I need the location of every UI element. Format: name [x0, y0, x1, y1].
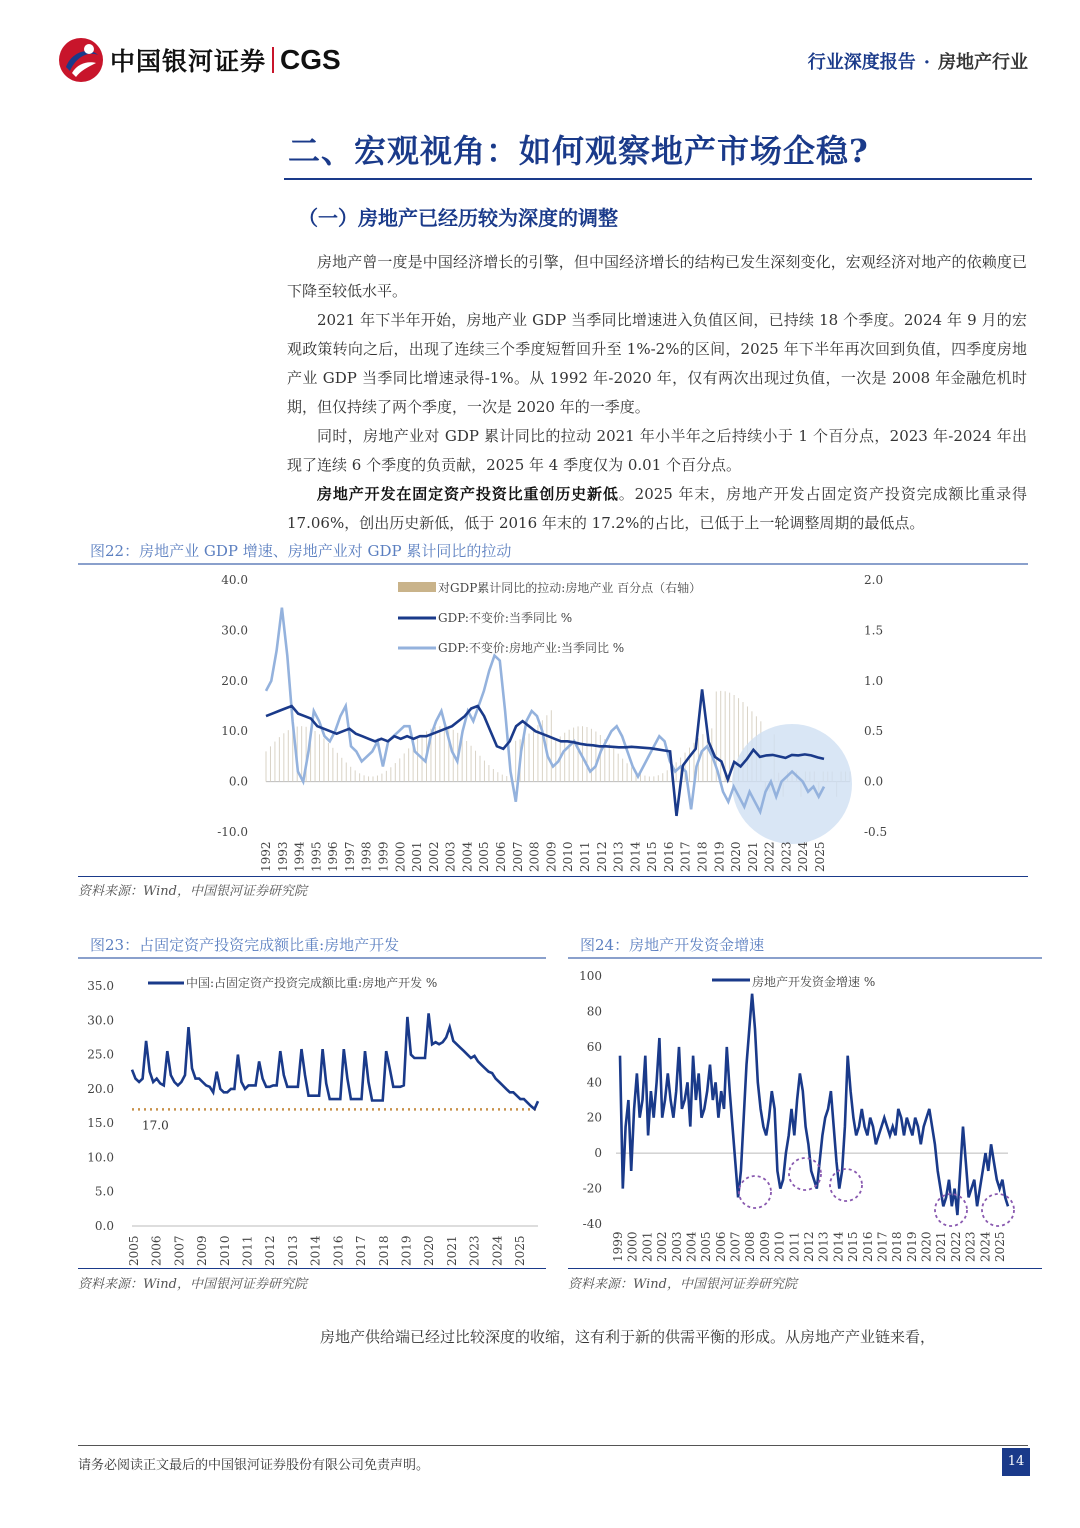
- fig22-x-tick: 2020: [729, 841, 744, 872]
- section-subtitle: （一）房地产已经历较为深度的调整: [298, 206, 618, 230]
- page-number: 14: [1002, 1448, 1030, 1476]
- fig22-y2-tick: 0.0: [864, 774, 884, 789]
- fig23-x-tick: 2020: [422, 1235, 437, 1266]
- fig22-y2-tick: 2.0: [864, 573, 884, 587]
- fig24-x-tick: 2010: [772, 1231, 787, 1262]
- fig24-y-tick: -40: [582, 1217, 602, 1231]
- fig24-y-tick: -20: [582, 1181, 602, 1196]
- fig24-x-tick: 2022: [948, 1231, 963, 1262]
- fig24-x-tick: 2002: [655, 1231, 670, 1262]
- fig22-top-rule: [78, 563, 1028, 565]
- fig22-x-tick: 1994: [292, 841, 307, 872]
- fig23-source: 资料来源：Wind，中国银河证券研究院: [78, 1277, 307, 1292]
- fig24-x-tick: 2013: [816, 1231, 831, 1262]
- fig22-y2-tick: 0.5: [864, 724, 884, 739]
- fig23-x-tick: 2018: [376, 1235, 391, 1266]
- fig24-x-tick: 2003: [669, 1231, 684, 1262]
- fig22-x-tick: 2000: [393, 841, 408, 872]
- fig24-x-tick: 2007: [728, 1231, 743, 1262]
- fig23-x-tick: 2010: [217, 1235, 232, 1266]
- fig23-x-tick: 2011: [240, 1235, 255, 1266]
- fig23-x-tick: 2024: [490, 1235, 505, 1266]
- fig24-x-tick: 2025: [993, 1231, 1007, 1262]
- fig22-x-tick: 2004: [460, 841, 475, 872]
- fig22-x-tick: 1999: [376, 841, 391, 872]
- fig24-x-tick: 2023: [963, 1231, 978, 1262]
- fig22-x-tick: 2019: [712, 841, 727, 872]
- fig23-y-tick: 20.0: [87, 1081, 114, 1096]
- fig22-x-tick: 2008: [527, 841, 542, 872]
- fig23-legend-label: 中国:占固定资产投资完成额比重:房地产开发 %: [186, 976, 438, 990]
- fig22-x-tick: 1992: [259, 841, 273, 872]
- page-header: [0, 0, 1080, 100]
- fig24-trough-circle: [789, 1158, 821, 1190]
- fig24-y-tick: 40: [586, 1075, 602, 1090]
- fig24-trough-circle: [982, 1194, 1014, 1226]
- trailing-paragraph: 房地产供给端已经过比较深度的收缩，这有利于新的供需平衡的形成。从房地产产业链来看，: [320, 1328, 936, 1346]
- fig24-x-tick: 2000: [625, 1231, 640, 1262]
- fig22-x-tick: 2018: [695, 841, 710, 872]
- paragraph: 同时，房地产业对 GDP 累计同比的拉动 2021 年小半年之后持续小于 1 个百分点，2023 年-2024 年出现了连续 6 个季度的负贡献，2025 年 4 季度仅为 0.01 个百分点。: [287, 427, 1027, 474]
- fig24-trough-circle: [739, 1176, 771, 1208]
- fig24-x-tick: 2005: [699, 1231, 714, 1262]
- fig23-reference-label: 17.0: [142, 1118, 169, 1133]
- section-title-rule: [284, 178, 1032, 180]
- fig23-x-tick: 2005: [127, 1235, 141, 1266]
- fig22-x-tick: 2024: [796, 841, 811, 872]
- fig22-x-tick: 2014: [628, 841, 643, 872]
- fig23-x-tick: 2017: [354, 1235, 369, 1266]
- fig22-x-tick: 1996: [326, 841, 341, 872]
- fig24-x-tick: 2017: [875, 1231, 890, 1262]
- fig22-x-tick: 2002: [426, 841, 441, 872]
- fig24-y-tick: 100: [579, 969, 602, 983]
- fig22-highlight-circle: [732, 724, 852, 844]
- footer-rule: [78, 1445, 1028, 1446]
- fig23-y-tick: 35.0: [87, 979, 114, 993]
- fig22-x-tick: 1993: [275, 841, 290, 872]
- fig22-y-tick: 0.0: [228, 774, 248, 789]
- fig22-x-tick: 1995: [309, 841, 324, 872]
- fig23-x-tick: 2014: [308, 1235, 323, 1266]
- paragraph-highlight: 房地产开发在固定资产投资比重创历史新低: [317, 485, 619, 503]
- fig24-title: 图24：房地产开发资金增速: [580, 936, 765, 954]
- fig23-bottom-rule: [78, 1268, 546, 1269]
- logo-chinese-text: 中国银河证券: [110, 47, 267, 76]
- fig23-x-tick: 2019: [399, 1235, 414, 1266]
- fig22-x-tick: 2021: [745, 841, 760, 872]
- logo-english-text: CGS: [280, 44, 341, 75]
- fig24-x-tick: 2024: [978, 1231, 993, 1262]
- fig22-x-tick: 2006: [494, 841, 509, 872]
- fig24-x-tick: 2019: [904, 1231, 919, 1262]
- fig24-x-tick: 2016: [860, 1231, 875, 1262]
- fig22-x-tick: 2012: [594, 841, 609, 872]
- footer-disclaimer: 请务必阅读正文最后的中国银河证券股份有限公司免责声明。: [78, 1458, 430, 1473]
- fig24-x-tick: 2021: [934, 1231, 949, 1262]
- logo-separator: [272, 47, 274, 73]
- paragraph: 房地产曾一度是中国经济增长的引擎，但中国经济增长的结构已发生深刻变化，宏观经济对地产的依赖度已下降至较低水平。: [287, 253, 1027, 300]
- fig24-x-tick: 2001: [640, 1231, 655, 1262]
- fig22-y2-tick: 1.5: [864, 623, 884, 638]
- fig23-x-tick: 2021: [444, 1235, 459, 1266]
- fig22-x-tick: 2025: [813, 841, 827, 872]
- fig24-trough-circle: [830, 1169, 862, 1201]
- fig24-x-tick: 2012: [802, 1231, 816, 1262]
- fig24-x-tick: 2018: [890, 1231, 905, 1262]
- fig23-y-tick: 0.0: [94, 1219, 114, 1233]
- paragraph-rest: 。2025 年末，房地产开发占固定资产投资完成额比重录得 17.06%，创出历史新低，低于 2016 年末的 17.2%的占比，已低于上一轮调整周期的最低点。: [287, 485, 1027, 532]
- fig22-x-tick: 2010: [561, 841, 576, 872]
- fig22-x-tick: 1997: [342, 841, 357, 872]
- fig24-y-tick: 60: [586, 1039, 602, 1054]
- fig22-legend-label: GDP:不变价:房地产业:当季同比 %: [438, 641, 625, 655]
- paragraph: [287, 480, 1027, 538]
- fig24-bottom-rule: [568, 1268, 1042, 1269]
- fig22-legend-swatch-bar: [398, 582, 436, 592]
- fig23-x-tick: 2009: [195, 1235, 210, 1266]
- fig24-x-tick: 2015: [846, 1231, 861, 1262]
- brand-logo: [58, 36, 341, 84]
- fig23-x-tick: 2023: [467, 1235, 482, 1266]
- fig22-x-tick: 2017: [678, 841, 693, 872]
- fig22-y-tick: 30.0: [221, 623, 248, 638]
- fig23-x-tick: 2012: [263, 1235, 278, 1266]
- fig22-source: 资料来源：Wind，中国银河证券研究院: [78, 884, 307, 899]
- report-category: [808, 48, 1028, 74]
- fig22-x-tick: 2001: [410, 841, 425, 872]
- fig22-bottom-rule: [78, 876, 1028, 877]
- fig24-source: 资料来源：Wind，中国银河证券研究院: [568, 1277, 797, 1292]
- body-text: [287, 248, 1027, 538]
- fig24-x-tick: 2006: [713, 1231, 728, 1262]
- fig24-x-tick: 2004: [684, 1231, 699, 1262]
- fig23-x-tick: 2007: [172, 1235, 187, 1266]
- header-separator: ·: [923, 52, 930, 73]
- fig22-chart: [78, 566, 1028, 876]
- fig23-chart: [78, 960, 546, 1268]
- fig23-top-rule: [78, 957, 546, 959]
- fig22-y-tick: -10.0: [217, 825, 248, 839]
- fig23-y-tick: 10.0: [87, 1150, 114, 1165]
- fig22-x-tick: 2009: [544, 841, 559, 872]
- fig22-x-tick: 2003: [443, 841, 458, 872]
- paragraph: 2021 年下半年开始，房地产业 GDP 当季同比增速进入负值区间，已持续 18 个季度。2024 年 9 月的宏观政策转向之后，出现了连续三个季度短暂回升至 1%-2%的区间，2025 年下半年再次回到负值，四季度房地产业 GDP 当季同比增速录得-1%。从 1992 年-2020 年，仅有两次出现过负值，一次是 2008 年金融危机时期，但仅持续了两个季度，一次是 2020 年的一季度。: [287, 311, 1027, 416]
- fig23-x-tick: 2016: [331, 1235, 346, 1266]
- fig22-x-tick: 2023: [779, 841, 794, 872]
- fig23-x-tick: 2006: [149, 1235, 164, 1266]
- fig24-x-tick: 2011: [787, 1231, 802, 1262]
- fig23-y-tick: 5.0: [94, 1184, 114, 1199]
- section-title: 二、宏观视角：如何观察地产市场企稳?: [288, 132, 869, 170]
- fig23-x-tick: 2013: [285, 1235, 300, 1266]
- fig24-x-tick: 2008: [743, 1231, 758, 1262]
- fig22-title: 图22：房地产业 GDP 增速、房地产业对 GDP 累计同比的拉动: [90, 542, 512, 560]
- logo-mark-icon: [58, 37, 104, 83]
- fig23-line: [132, 1013, 538, 1109]
- fig24-top-rule: [568, 957, 1042, 959]
- fig24-y-tick: 0: [594, 1146, 602, 1161]
- fig22-x-tick: 2005: [477, 841, 492, 872]
- fig24-chart: [568, 960, 1042, 1268]
- fig22-y2-tick: 1.0: [864, 673, 884, 688]
- fig24-y-tick: 20: [586, 1110, 602, 1125]
- fig24-x-tick: 2020: [919, 1231, 934, 1262]
- fig23-y-tick: 30.0: [87, 1013, 114, 1028]
- fig24-x-tick: 1999: [611, 1231, 625, 1262]
- fig22-x-tick: 2011: [577, 841, 592, 872]
- fig23-y-tick: 15.0: [87, 1116, 114, 1131]
- fig24-legend-label: 房地产开发资金增速 %: [752, 975, 876, 989]
- fig22-x-tick: 2016: [661, 841, 676, 872]
- fig22-x-tick: 1998: [359, 841, 374, 872]
- fig22-x-tick: 2022: [762, 841, 777, 872]
- fig22-y2-tick: -0.5: [864, 825, 888, 839]
- fig24-line: [620, 994, 1008, 1215]
- fig24-x-tick: 2009: [757, 1231, 772, 1262]
- fig23-title: 图23：占固定资产投资完成额比重:房地产开发: [90, 936, 400, 954]
- fig22-legend-label: GDP:不变价:当季同比 %: [438, 611, 573, 625]
- fig22-x-tick: 2007: [510, 841, 525, 872]
- fig23-y-tick: 25.0: [87, 1047, 114, 1062]
- fig22-x-tick: 2015: [645, 841, 660, 872]
- fig22-x-tick: 2013: [611, 841, 626, 872]
- fig24-x-tick: 2014: [831, 1231, 846, 1262]
- fig22-legend-label: 对GDP累计同比的拉动:房地产业 百分点（右轴）: [438, 581, 702, 595]
- fig22-y-tick: 10.0: [221, 724, 248, 739]
- fig24-y-tick: 80: [586, 1004, 602, 1019]
- industry-name: 房地产行业: [938, 52, 1028, 73]
- report-type: 行业深度报告: [807, 52, 916, 73]
- fig22-y-tick: 40.0: [221, 573, 248, 587]
- fig22-y-tick: 20.0: [221, 673, 248, 688]
- fig23-x-tick: 2025: [513, 1235, 527, 1266]
